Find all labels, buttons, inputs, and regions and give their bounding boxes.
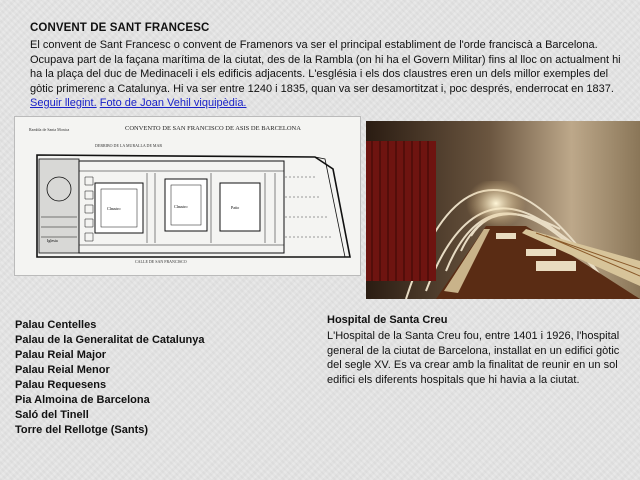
convent-title: CONVENT DE SANT FRANCESC	[30, 22, 210, 34]
photo-curtain	[366, 141, 436, 281]
plan-room-label: Patio	[231, 205, 240, 210]
plan-room-label: Claustro	[174, 204, 188, 209]
convent-floor-plan	[14, 116, 361, 276]
list-item: Torre del Rellotge (Sants)	[15, 424, 149, 436]
library-hall-image	[366, 121, 640, 299]
list-item: Palau de la Generalitat de Catalunya	[15, 334, 205, 346]
plan-bottom-street: CALLE DE SAN FRANCISCO	[135, 259, 187, 264]
list-item: Palau Reial Menor	[15, 364, 110, 376]
read-more-link[interactable]: Seguir llegint.	[30, 97, 97, 109]
plan-heading: CONVENTO DE SAN FRANCISCO DE ASIS DE BARCELONA	[125, 125, 301, 132]
photo-credit-link[interactable]: Foto de Joan Vehil viquipèdia.	[99, 97, 247, 109]
plan-cells	[85, 177, 93, 241]
list-item: Saló del Tinell	[15, 409, 89, 421]
plan-room-label: Iglesia	[47, 238, 58, 243]
plan-corner-label: Rambla de Santa Monica	[29, 127, 70, 132]
list-item: Pia Almoina de Barcelona	[15, 394, 150, 406]
list-item: Palau Centelles	[15, 319, 97, 331]
convent-description	[30, 38, 630, 111]
hall-photo	[366, 121, 640, 299]
hospital-title: Hospital de Santa Creu	[327, 314, 448, 326]
plan-room-label: Claustro	[107, 206, 121, 211]
plan-patio	[220, 183, 260, 231]
photo-table	[526, 249, 556, 256]
floor-plan-drawing	[15, 117, 360, 275]
photo-window-light	[466, 181, 526, 231]
plan-garden-lines	[285, 177, 333, 237]
convent-body: El convent de Sant Francesc o convent de Framenors va ser el principal establiment de l'orde franciscà a Barcelona. Ocupava part de la façana marítima de la ciutat, des de la Rambla (on hi ha el Govern Militar) fins al lloc on actualment hi ha la plaça del duc de Medinaceli i els edificis adjacents. L'església i els dos claustres eren un dels millor exemples del gòtic primerenc a Catalunya. Hi va ser entre 1240 i 1835, quan va ser desamortitzat i, poc després, enderrocat en 1837.	[30, 39, 621, 95]
list-item: Palau Requesens	[15, 379, 107, 391]
list-item: Palau Reial Major	[15, 349, 107, 361]
palaces-list	[15, 318, 205, 438]
plan-top-street: DERRIBO DE LA MURALLA DE MAR	[95, 143, 163, 148]
photo-table	[496, 233, 516, 239]
hospital-description: L'Hospital de la Santa Creu fou, entre 1401 i 1926, l'hospital general de la ciutat de Barcelona, installat en un edifici gòtic del segle XV. Es va crear amb la finalitat de reunir en un sol edifici els diferents hospitals que hi havia a la ciutat.	[327, 330, 620, 386]
plan-church-block	[39, 159, 79, 253]
photo-table	[536, 261, 576, 271]
